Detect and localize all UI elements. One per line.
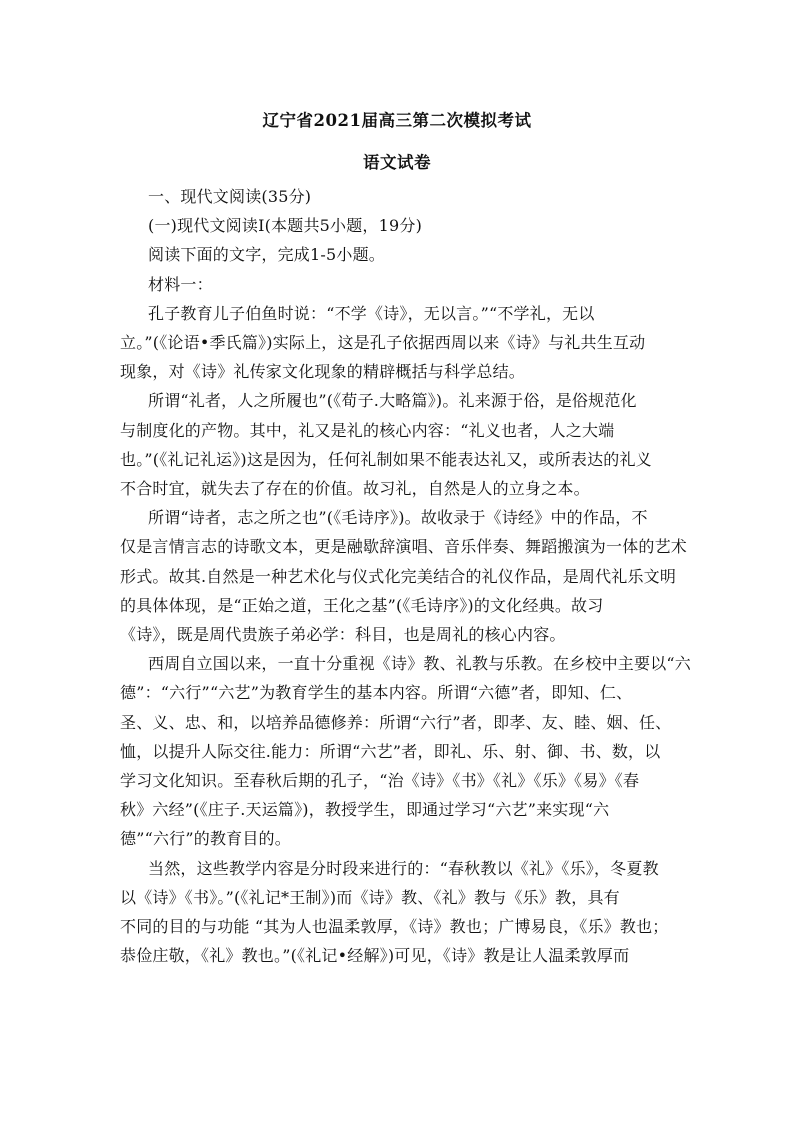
text-line: 恤，以提升人际交往.能力：所谓“六艺”者，即礼、乐、射、御、书、数，以 <box>120 741 661 761</box>
text-line: 一、现代文阅读(35分) <box>148 187 312 206</box>
text-line: 西周自立国以来，一直十分重视《诗》教、礼教与乐教。在乡校中主要以“六 <box>148 654 691 674</box>
text-line: (一)现代文阅读Ⅰ(本题共5小题，19分) <box>148 216 423 236</box>
text-line: 不同的目的与功能 “其为人也温柔敦厚，《诗》教也；广博易良，《乐》教也； <box>120 917 669 937</box>
text-line: 德”“六行”的教育目的。 <box>120 829 291 849</box>
text-line: 仅是言情言志的诗歌文本，更是融歇辞演唱、音乐伴奏、舞蹈搬演为一体的艺术 <box>120 537 688 557</box>
text-line: 圣、义、忠、和，以培养品德修养：所谓“六行”者，即孝、友、睦、姻、任、 <box>120 712 672 732</box>
text-line: 也。”(《礼记礼运》)这是因为，任何礼制如果不能表达礼又，或所表达的礼义 <box>120 449 652 469</box>
text-line: 与制度化的产物。其中，礼又是礼的核心内容：“礼义也者，人之大端 <box>120 420 615 440</box>
text-line: 恭俭庄敬，《礼》教也。”(《礼记•经解》)可见，《诗》教是让人温柔敦厚而 <box>120 946 630 966</box>
text-line: 学习文化知识。至春秋后期的孔子，“治《诗》《书》《礼》《乐》《易》《春 <box>120 771 640 791</box>
text-line: 不合时宜，就失去了存在的价值。故习礼，自然是人的立身之本。 <box>120 479 590 499</box>
text-line: 当然，这些教学内容是分时段来进行的：“春秋教以《礼》《乐》，冬夏教 <box>148 858 659 878</box>
text-line: 立。”(《论语•季氏篇》)实际上，这是孔子依据西周以来《诗》与礼共生互动 <box>120 333 646 353</box>
document-title: 辽宁省2021届高三第二次模拟考试 <box>262 111 532 130</box>
document-subtitle: 语文试卷 <box>363 153 431 172</box>
text-line: 《诗》，既是周代贵族子弟必学：科目，也是周礼的核心内容。 <box>120 625 566 645</box>
text-line: 材料一： <box>148 274 213 294</box>
text-line: 德”：“六行”“六艺”为教育学生的基本内容。所谓“六德”者，即知、仁、 <box>120 683 633 703</box>
text-line: 形式。故其.自然是一种艺术化与仪式化完美结合的礼仪作品，是周代礼乐文明 <box>120 566 677 586</box>
text-line: 孔子教育儿子伯鱼时说：“不学《诗》，无以言。”“不学礼，无以 <box>148 303 595 323</box>
document-body <box>120 182 691 970</box>
text-line: 所谓“诗者，志之所之也”(《毛诗序》)。故收录于《诗经》中的作品，不 <box>148 508 648 528</box>
text-line: 秋》六经”(《庄子.天运篇》)，教授学生，即通过学习“六艺”来实现“六 <box>120 800 610 820</box>
text-line: 所谓“礼者，人之所履也”(《荀子.大略篇》)。礼来源于俗，是俗规范化 <box>148 391 637 411</box>
text-line: 现象，对《诗》礼传家文化现象的精辟概括与科学总结。 <box>120 362 526 382</box>
text-line: 的具体体现，是“正始之道，王化之基”(《毛诗序》)的文化经典。故习 <box>120 595 604 615</box>
text-line: 以《诗》《书》。”(《礼记*王制》)而《诗》教、《礼》教与《乐》教，具有 <box>120 887 620 907</box>
text-line: 阅读下面的文字，完成1-5小题。 <box>148 245 385 265</box>
